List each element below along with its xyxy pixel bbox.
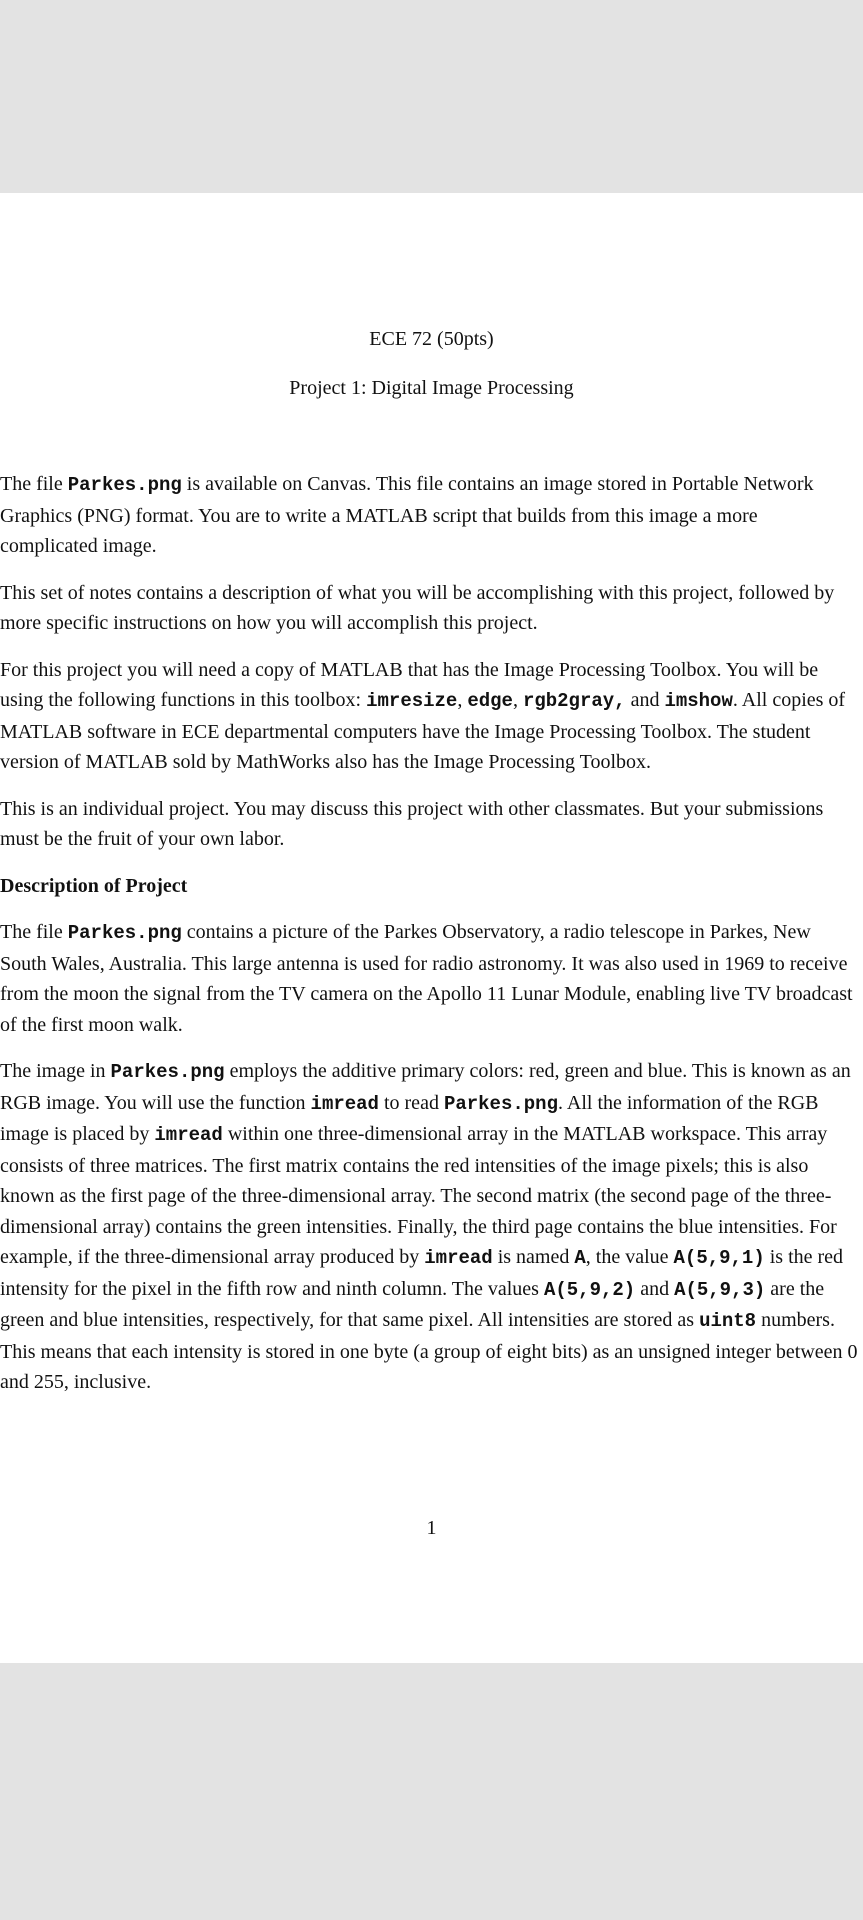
code-function: rgb2gray, [522,690,626,712]
document-body [0,469,858,1414]
code-variable: A [574,1247,586,1269]
section-heading: Description of Project [0,874,188,897]
document-page [0,193,863,1663]
code-function: imread [310,1092,379,1115]
code-filename: Parkes.png [67,474,182,496]
project-title: Project 1: Digital Image Processing [289,377,574,399]
intro-paragraph-2: This set of notes contains a description of what you will be accomplishing with this project, followed by more specific instructions on how you will accomplish this project. [0,581,835,634]
intro-paragraph-1: The file Parkes.png is available on Canvas. This file contains an image stored in Portable Network Graphics (PNG) format. You are to write a MATLAB script that builds from this image a more complicated image. [0,473,814,557]
code-function: imread [154,1124,223,1146]
code-type: uint8 [699,1310,757,1332]
code-filename: Parkes.png [110,1061,225,1083]
code-function: imshow [664,690,733,712]
course-title: ECE 72 (50pts) [369,328,494,350]
code-function: imread [424,1247,493,1269]
intro-paragraph-4: This is an individual project. You may discuss this project with other classmates. But your submissions must be the fruit of your own labor. [0,797,824,850]
code-filename: Parkes.png [443,1092,558,1115]
code-filename: Parkes.png [67,922,182,944]
description-paragraph-2: The image in Parkes.png employs the additive primary colors: red, green and blue. This is known as an RGB image. You will use the function imread to read Parkes.png. All the information of the RGB image is placed by imread within one three-dimensional array in the MATLAB workspace. This array consists of three matrices. The first matrix contains the red intensities of the image pixels; this is also known as the first page of the three-dimensional array. The second matrix (the second page of the three-dimensional array) contains the green intensities. Finally, the third page contains the blue intensities. For example, if the three-dimensional array produced by imread is named A, the value A(5,9,1) is the red intensity for the pixel in the fifth row and ninth column. The values A(5,9,2) and A(5,9,3) are the green and blue intensities, respectively, for that same pixel. All intensities are stored as uint8 numbers. This means that each intensity is stored in one byte (a group of eight bits) as an unsigned integer between 0 and 255, inclusive. [0,1060,858,1393]
code-expression: A(5,9,1) [673,1247,765,1269]
code-expression: A(5,9,2) [543,1278,636,1301]
code-function: edge [467,690,513,712]
intro-paragraph-3: For this project you will need a copy of MATLAB that has the Image Processing Toolbox. You will be using the following functions in this toolbox: imresize, edge, rgb2gray, and imshow. All copies of MATLAB software in ECE departmental computers have the Image Processing Toolbox. The student version of MATLAB sold by MathWorks also has the Image Processing Toolbox. [0,658,846,773]
page-number: 1 [426,1517,437,1539]
code-expression: A(5,9,3) [674,1278,766,1301]
code-function: imresize [366,690,458,712]
description-paragraph-1: The file Parkes.png contains a picture of the Parkes Observatory, a radio telescope in Parkes, New South Wales, Australia. This large antenna is used for radio astronomy. It was also used in 1969 to receive from the moon the signal from the TV camera on the Apollo 11 Lunar Module, enabling live TV broadcast of the first moon walk. [0,921,853,1036]
